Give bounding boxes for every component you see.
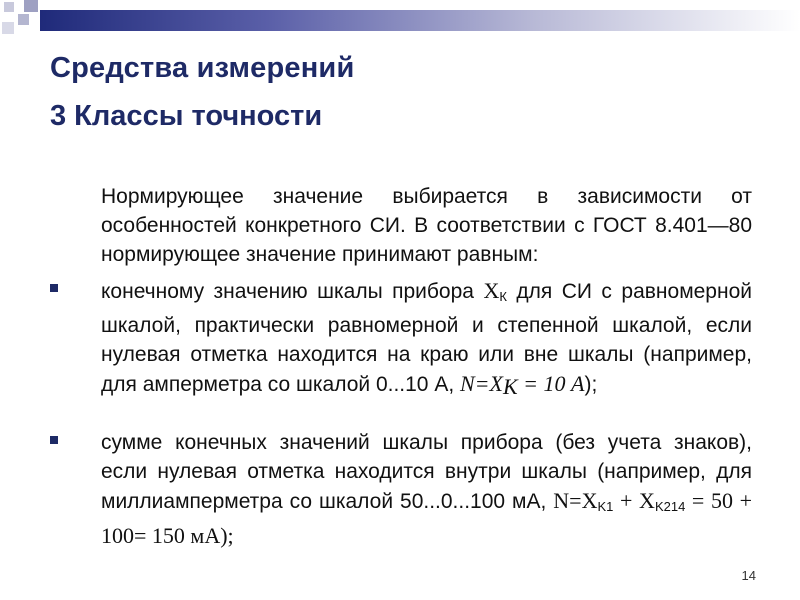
bullet1-text-b: для СИ с равномерной шкалой, практически равномерной и степенной шкалой, если нулевая отметка находится на краю или вне шкалы (например, для амперметра со шкалой 0...10 А, (101, 280, 752, 396)
page-number: 14 (741, 568, 756, 583)
bullet-square-icon (50, 436, 58, 444)
decor-square (24, 0, 38, 12)
decor-square (4, 2, 14, 12)
bullet-item-1 (101, 276, 752, 401)
bullet1-formula-rest: = 10 А (517, 371, 585, 396)
header-decoration (0, 0, 800, 40)
bullet1-text-end: ); (584, 373, 598, 396)
intro-paragraph: Нормирующее значение выбирается в зависимости от особенностей конкретного СИ. В соответствии с ГОСТ 8.401—80 нормирующее значение принимают равным: (101, 185, 752, 266)
bullet1-x-sub: К (499, 289, 507, 304)
gradient-bar (40, 10, 800, 31)
bullet1-formula-sub: K (502, 374, 518, 399)
bullet1-x: X (483, 278, 500, 303)
bullet2-sub1: K1 (597, 499, 614, 514)
bullet2-n-eq: N=X (553, 488, 598, 513)
bullet1-formula-n: N=X (460, 371, 503, 396)
bullet2-sub2: K214 (654, 499, 686, 514)
slide-title: Средства измерений (50, 52, 355, 84)
slide-subtitle: 3 Классы точности (50, 100, 323, 132)
bullet2-text-a: сумме конечных значений шкалы прибора (без учета знаков), если нулевая отметка находится внутри шкалы (например, для миллиамперметра со шкалой 50...0...100 мА, (101, 431, 752, 513)
bullet1-text-a: конечному значению шкалы прибора (101, 280, 484, 303)
bullet2-rest: = 50 + 100= 150 мА); (101, 488, 752, 548)
decor-square (18, 14, 29, 25)
bullet-square-icon (50, 284, 58, 292)
decor-square (2, 22, 14, 34)
bullet-item-2 (101, 428, 752, 551)
bullet2-plus: + X (613, 488, 655, 513)
